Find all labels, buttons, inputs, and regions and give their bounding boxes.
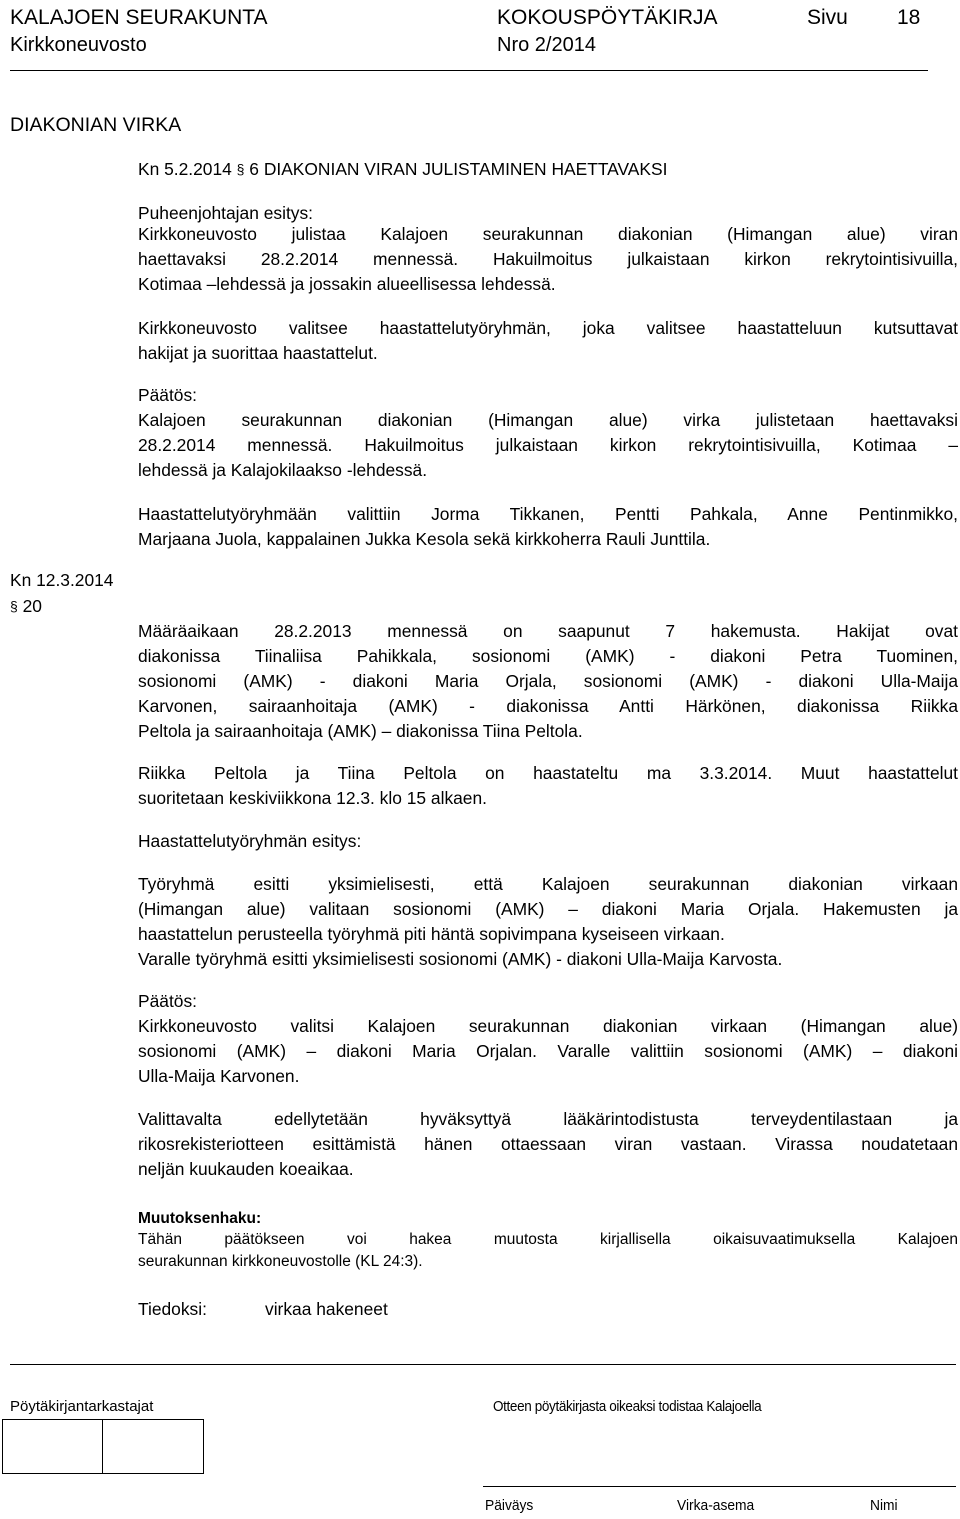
item-heading-date: Kn 5.2.2014 xyxy=(138,159,232,179)
working-group-text: Kirkkoneuvosto valitsee haastattelutyöryhmän, joka valitsee haastatteluun kutsuttavat hakijat ja suorittaa haastattelut. xyxy=(138,318,958,363)
proposal-text: Kirkkoneuvosto julistaa Kalajoen seurakunnan diakonian (Himangan alue) viran haettavaksi 28.2.2014 mennessä. Hakuilmoitus julkaistaan kirkon rekrytointisivuilla, Kotimaa –lehdessä ja jossakin alueellisessa lehdessä. xyxy=(138,224,958,294)
header-rule xyxy=(10,70,928,71)
group-proposal-text: Työryhmä esitti yksimielisesti, että Kalajoen seurakunnan diakonian virkaan (Himangan alue) valitaan sosionomi (AMK) – diakoni Maria Orjala. Hakemusten ja haastattelun perusteella työryhmä piti häntä sopivimpana kyseiseen virkaan. Varalle työryhmä esitti yksimielisesti sosionomi (AMK) - diakoni Ulla-Maija Karvosta. xyxy=(138,874,958,969)
decision2-text: Kirkkoneuvosto valitsi Kalajoen seurakunnan diakonian virkaan (Himangan alue) sosionomi (AMK) – diakoni Maria Orjalan. Varalle valittiin sosionomi (AMK) – diakoni Ulla-Maija Karvonen. xyxy=(138,1016,958,1086)
item-heading-number: 6 xyxy=(249,159,259,179)
section-mark-icon: § xyxy=(236,161,245,177)
footer-rule xyxy=(10,1364,956,1365)
appeal-text: Tähän päätökseen voi hakea muutosta kirjallisella oikaisuvaatimuksella Kalajoen seurakunnan kirkkoneuvostolle (KL 24:3). xyxy=(138,1231,958,1270)
meeting-number: Nro 2/2014 xyxy=(497,34,596,56)
item-heading-title: DIAKONIAN VIRAN JULISTAMINEN HAETTAVAKSI xyxy=(263,159,668,179)
item2-section-number: 20 xyxy=(22,596,42,616)
section-title: DIAKONIAN VIRKA xyxy=(10,114,182,136)
item2-section xyxy=(10,594,42,619)
page-number: 18 xyxy=(897,6,921,29)
name-label: Nimi xyxy=(870,1497,898,1514)
group-proposal-label: Haastattelutyöryhmän esitys: xyxy=(138,831,362,851)
conditions-text: Valittavalta edellytetään hyväksyttyä lääkärintodistusta terveydentilastaan ja rikosrekisteriotteen esittämistä hänen ottaessaan viran vastaan. Virassa noudatetaan neljän kuukauden koeaikaa. xyxy=(138,1109,958,1179)
proposal-label: Puheenjohtajan esitys: xyxy=(138,203,313,223)
info-label: Tiedoksi: xyxy=(138,1299,207,1319)
interviews-text: Riikka Peltola ja Tiina Peltola on haastateltu ma 3.3.2014. Muut haastattelut suoritetaan keskiviikkona 12.3. klo 15 alkaen. xyxy=(138,763,958,808)
decision2-label: Päätös: xyxy=(138,991,197,1011)
certification-text: Otteen pöytäkirjasta oikeaksi todistaa Kalajoella xyxy=(493,1398,762,1415)
working-group-members: Haastattelutyöryhmään valittiin Jorma Tikkanen, Pentti Pahkala, Anne Pentinmikko, Marjaana Juola, kappalainen Jukka Kesola sekä kirkkoherra Rauli Junttila. xyxy=(138,504,958,549)
document-type: KOKOUSPÖYTÄKIRJA xyxy=(497,6,718,29)
meeting-body: Kirkkoneuvosto xyxy=(10,34,147,56)
item-heading xyxy=(138,157,667,182)
page-label: Sivu xyxy=(807,6,848,29)
signature-line xyxy=(483,1486,956,1487)
org-name: KALAJOEN SEURAKUNTA xyxy=(10,6,268,29)
position-label: Virka-asema xyxy=(677,1497,755,1514)
checker-initials-box-2 xyxy=(102,1419,204,1474)
decision-label: Päätös: xyxy=(138,385,197,405)
checker-initials-box-1 xyxy=(2,1419,103,1474)
section-mark-icon: § xyxy=(10,598,18,614)
decision-text: Kalajoen seurakunnan diakonian (Himangan alue) virka julistetaan haettavaksi 28.2.2014 mennessä. Hakuilmoitus julkaistaan kirkon rekrytointisivuilla, Kotimaa – lehdessä ja Kalajokilaakso -lehdessä. xyxy=(138,410,958,480)
date-label: Päiväys xyxy=(485,1497,534,1514)
applicants-text: Määräaikaan 28.2.2013 mennessä on saapunut 7 hakemusta. Hakijat ovat diakonissa Tiinaliisa Pahikkala, sosionomi (AMK) - diakoni Petra Tuominen, sosionomi (AMK) - diakoni Maria Orjala, sosionomi (AMK) - diakoni Ulla-Maija Karvonen, sairaanhoitaja (AMK) - diakonissa Antti Härkönen, diakonissa Riikka Peltola ja sairaanhoitaja (AMK) – diakonissa Tiina Peltola. xyxy=(138,621,958,741)
info-value: virkaa hakeneet xyxy=(265,1299,388,1319)
minutes-checkers-label: Pöytäkirjantarkastajat xyxy=(10,1398,154,1415)
appeal-label: Muutoksenhaku: xyxy=(138,1210,262,1227)
item2-date: Kn 12.3.2014 xyxy=(10,570,114,590)
